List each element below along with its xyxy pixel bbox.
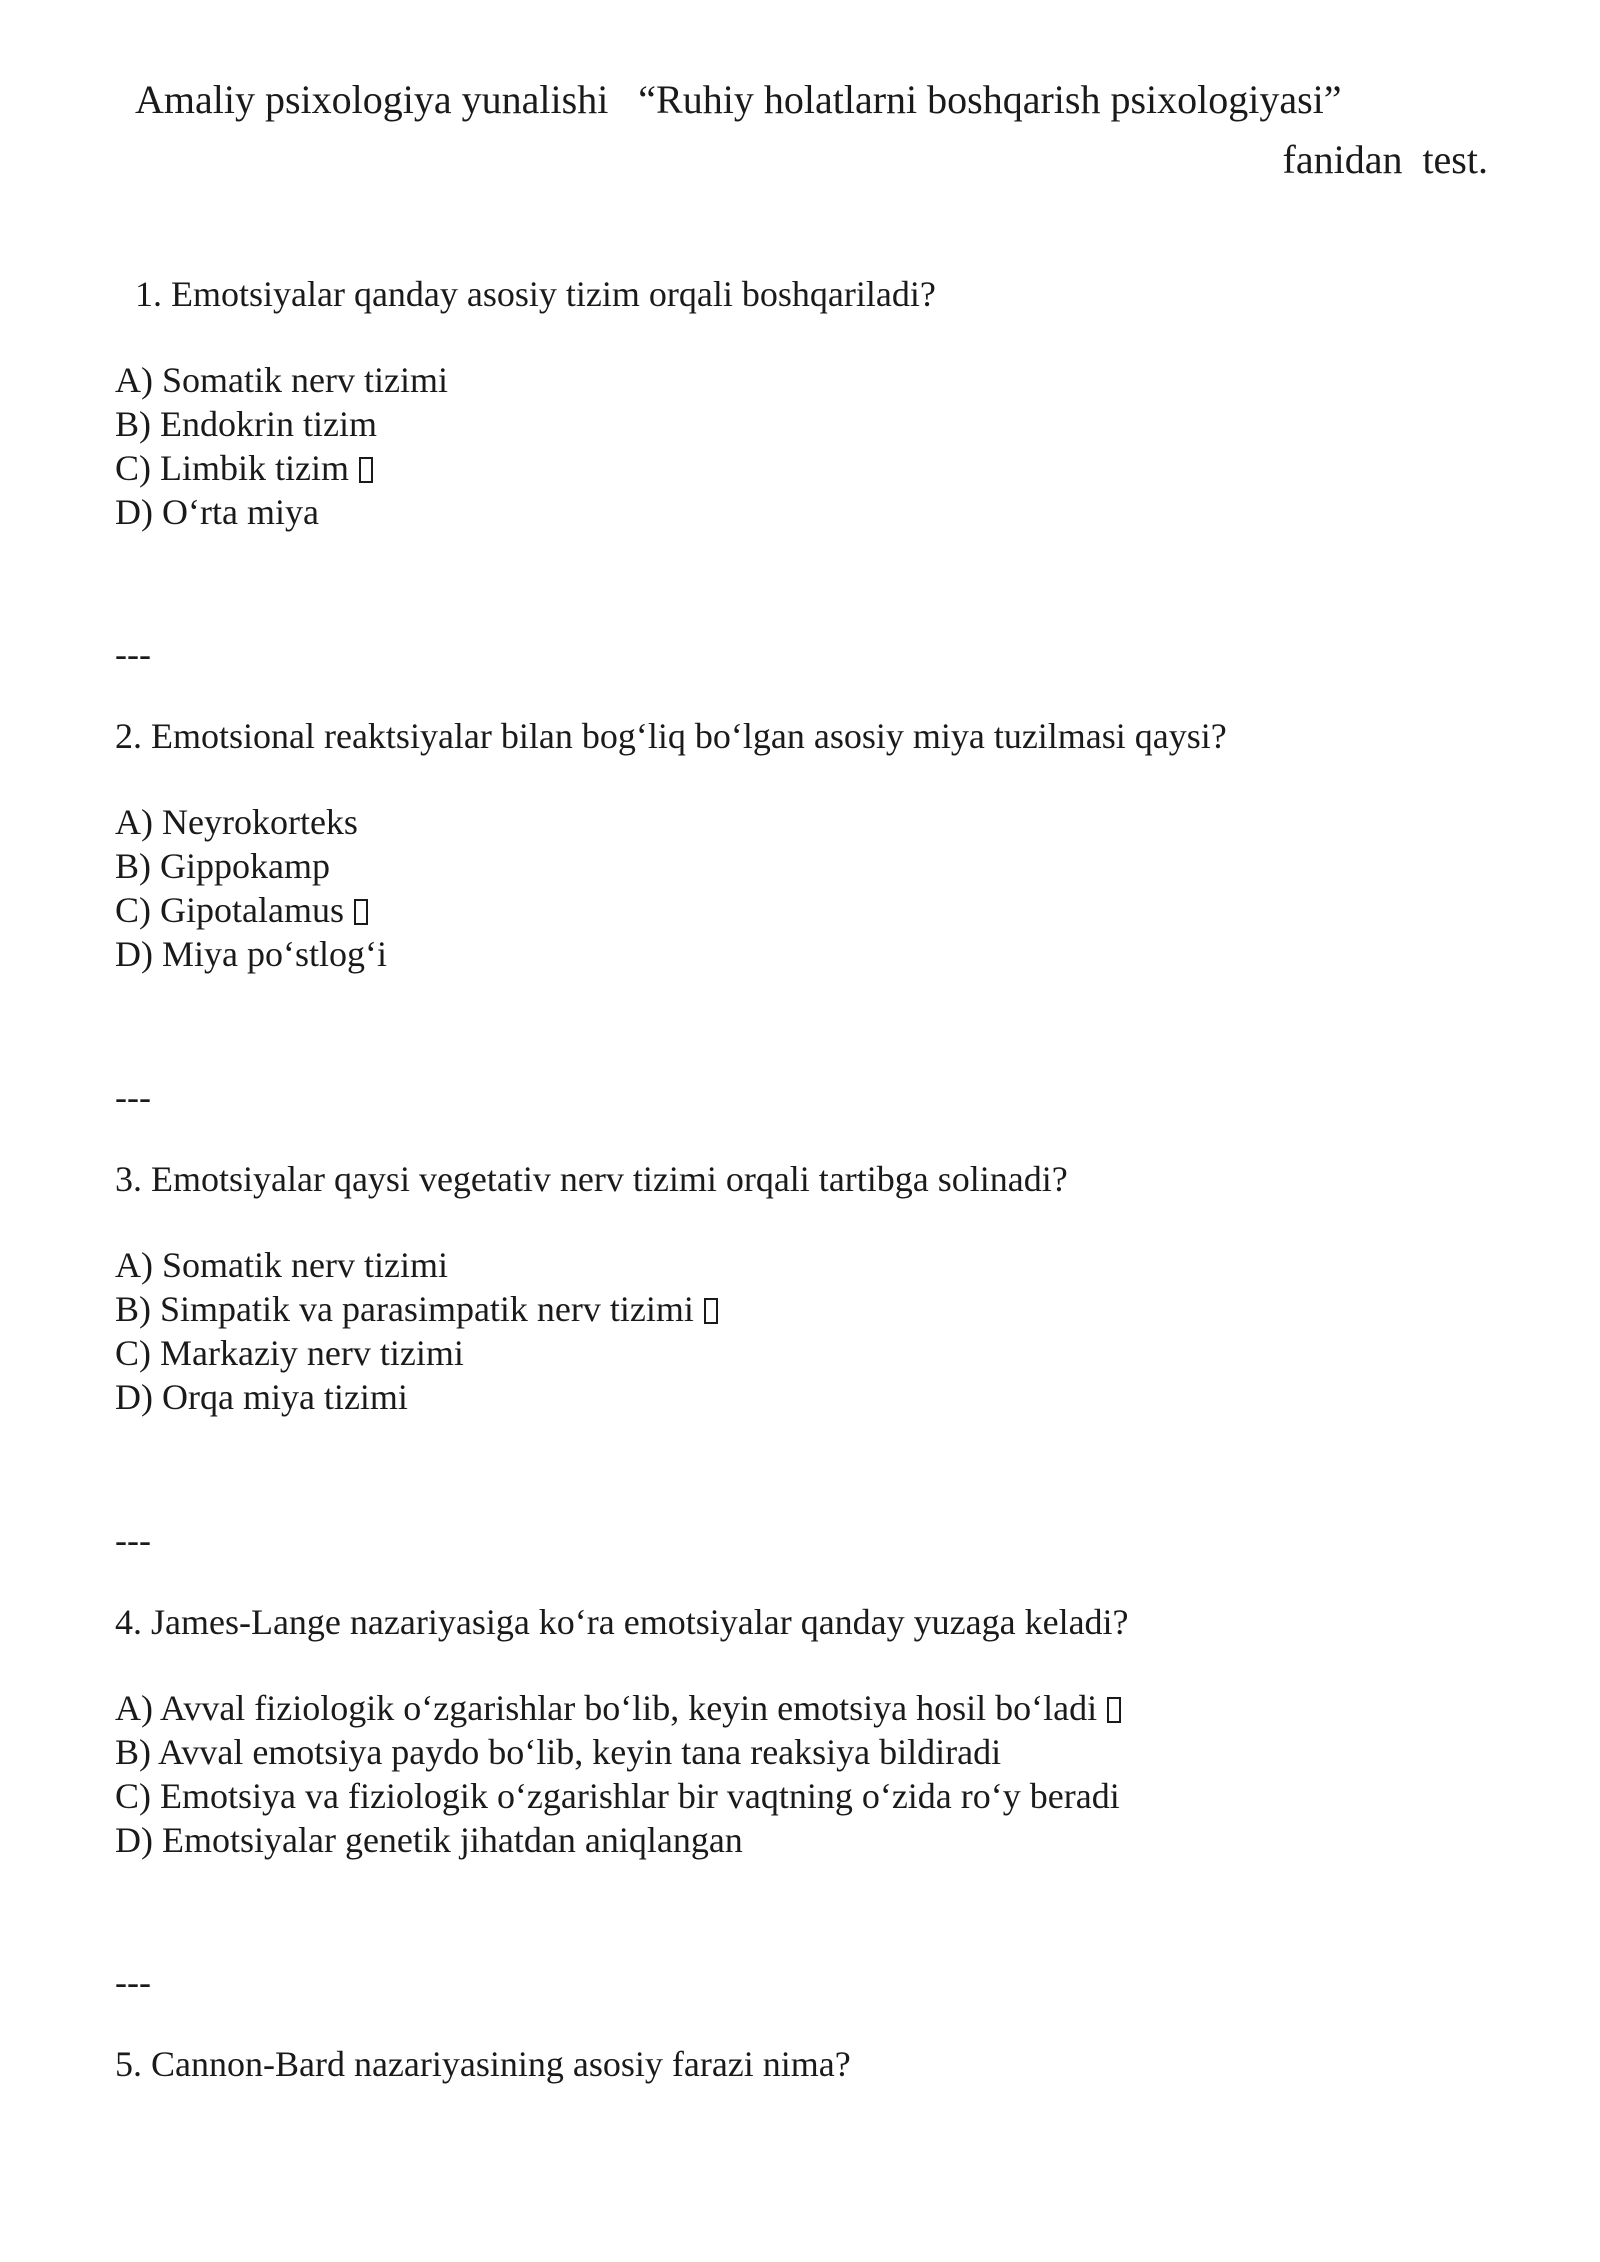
option-b	[115, 1730, 1495, 1774]
option-label: A) Avval fiziologik o‘zgarishlar bo‘lib, keyin emotsiya hosil bo‘ladi	[115, 1688, 1098, 1728]
question-4	[115, 1600, 1495, 1862]
option-c	[115, 1774, 1495, 1818]
options-list	[115, 1686, 1495, 1862]
options-list	[115, 1243, 1495, 1419]
option-d	[115, 932, 1495, 976]
option-label: D) Orqa miya tizimi	[115, 1377, 408, 1417]
option-label: B) Simpatik va parasimpatik nerv tizimi	[115, 1289, 694, 1329]
answer-mark-icon	[359, 457, 373, 483]
option-label: A) Somatik nerv tizimi	[115, 1245, 448, 1285]
option-a	[115, 800, 1495, 844]
option-label: D) O‘rta miya	[115, 492, 319, 532]
option-d	[115, 1375, 1495, 1419]
answer-mark-icon	[354, 899, 368, 925]
document-title-line1: Amaliy psixologiya yunalishi “Ruhiy holatlarni boshqarish psixologiyasi”	[135, 77, 1342, 122]
option-label: C) Limbik tizim	[115, 448, 349, 488]
question-text: 2. Emotsional reaktsiyalar bilan bog‘liq bo‘lgan asosiy miya tuzilmasi qaysi?	[115, 716, 1227, 756]
option-b	[115, 844, 1495, 888]
option-label: B) Gippokamp	[115, 846, 330, 886]
question-text: 1. Emotsiyalar qanday asosiy tizim orqali boshqariladi?	[135, 274, 936, 314]
option-label: C) Markaziy nerv tizimi	[115, 1333, 464, 1373]
option-label: D) Miya po‘stlog‘i	[115, 934, 387, 974]
option-d	[115, 1818, 1495, 1862]
question-1	[115, 272, 1495, 534]
option-label: D) Emotsiyalar genetik jihatdan aniqlangan	[115, 1820, 743, 1860]
document-title-line2: fanidan test.	[1282, 137, 1488, 182]
option-b	[115, 402, 1495, 446]
options-list	[115, 358, 1495, 534]
option-label: A) Somatik nerv tizimi	[115, 360, 448, 400]
option-a	[115, 358, 1495, 402]
question-5	[115, 2042, 1495, 2086]
option-c	[115, 446, 1495, 490]
option-d	[115, 490, 1495, 534]
answer-mark-icon	[1107, 1697, 1121, 1723]
option-label: C) Emotsiya va fiziologik o‘zgarishlar bir vaqtning o‘zida ro‘y beradi	[115, 1776, 1120, 1816]
question-text: 4. James-Lange nazariyasiga ko‘ra emotsiyalar qanday yuzaga keladi?	[115, 1602, 1129, 1642]
divider: ---	[115, 634, 151, 674]
option-a	[115, 1243, 1495, 1287]
option-label: B) Endokrin tizim	[115, 404, 377, 444]
question-2	[115, 714, 1495, 976]
option-a	[115, 1686, 1495, 1730]
option-c	[115, 1331, 1495, 1375]
answer-mark-icon	[704, 1298, 718, 1324]
options-list	[115, 800, 1495, 976]
option-label: B) Avval emotsiya paydo bo‘lib, keyin tana reaksiya bildiradi	[115, 1732, 1002, 1772]
divider: ---	[115, 1520, 151, 1560]
question-text: 3. Emotsiyalar qaysi vegetativ nerv tizimi orqali tartibga solinadi?	[115, 1159, 1068, 1199]
question-3	[115, 1157, 1495, 1419]
option-label: C) Gipotalamus	[115, 890, 344, 930]
question-text: 5. Cannon-Bard nazariyasining asosiy farazi nima?	[115, 2044, 851, 2084]
option-b	[115, 1287, 1495, 1331]
option-c	[115, 888, 1495, 932]
divider: ---	[115, 1077, 151, 1117]
option-label: A) Neyrokorteks	[115, 802, 358, 842]
divider: ---	[115, 1962, 151, 2002]
